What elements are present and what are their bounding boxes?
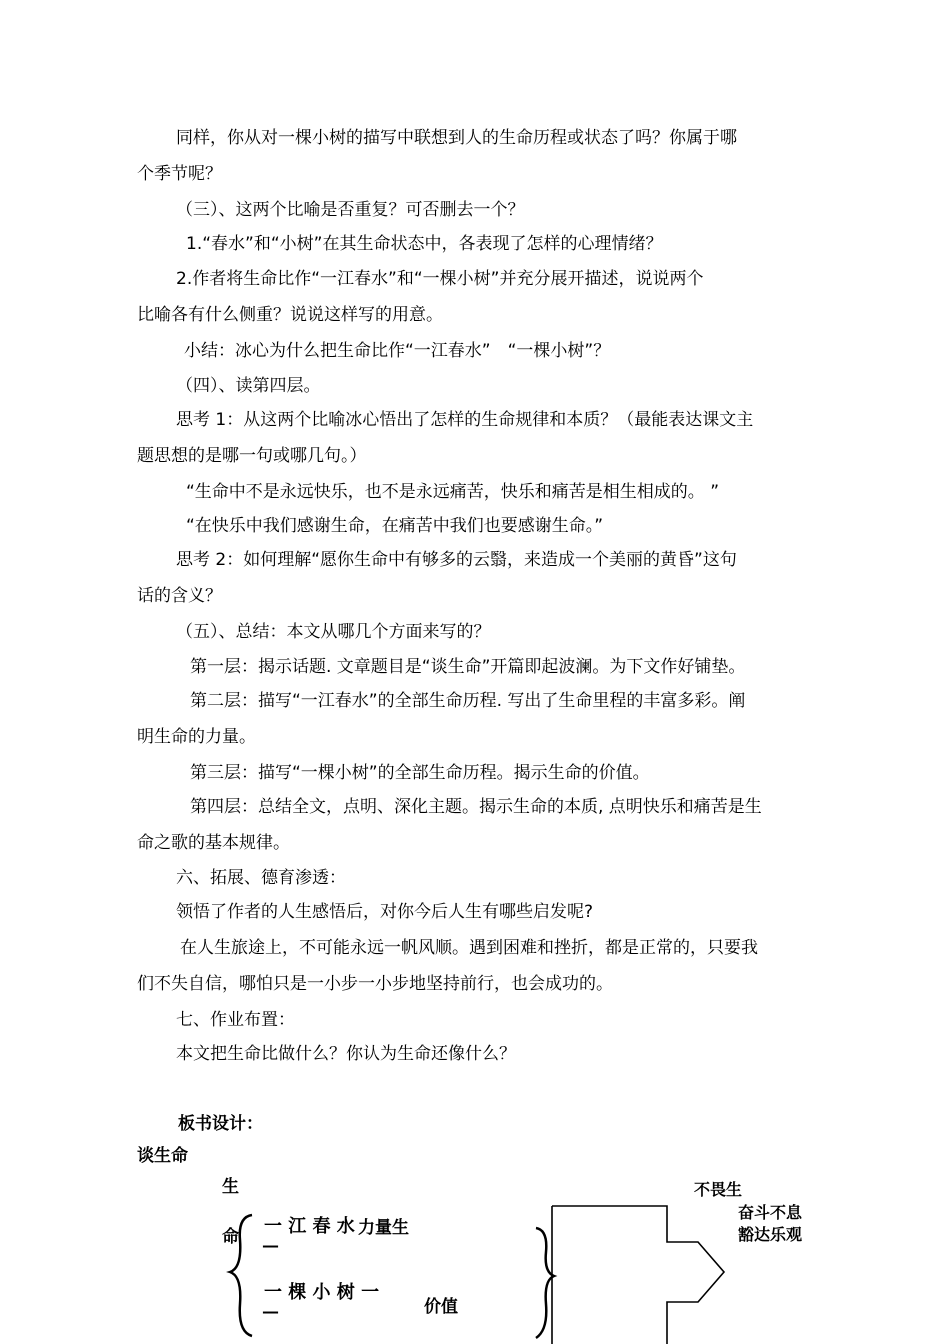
text-line-13: 思考 2：如何理解“愿你生命中有够多的云翳，来造成一个美丽的黄昏”这句 xyxy=(176,550,737,570)
text-line-14: 话的含义？ xyxy=(137,586,222,606)
board-branch-1: 一 江 春 水 xyxy=(264,1216,355,1237)
text-line-4: 1.“春水”和“小树”在其生命状态中，各表现了怎样的心理情绪？ xyxy=(186,234,663,254)
text-line-5: 2.作者将生命比作“一江春水”和“一棵小树”并充分展开描述，说说两个 xyxy=(176,269,704,289)
text-line-7: 小结：冰心为什么把生命比作“一江春水” “一棵小树”？ xyxy=(184,341,611,361)
text-line-17: 第二层：描写“一江春水”的全部生命历程. 写出了生命里程的丰富多彩。阐 xyxy=(190,691,746,711)
board-right-line-1: 奋斗不息 xyxy=(738,1203,803,1222)
text-line-3: （三）、这两个比喻是否重复？可否删去一个？ xyxy=(176,200,525,220)
text-line-11: “生命中不是永远快乐，也不是永远痛苦，快乐和痛苦是相生相成的。 ” xyxy=(186,482,720,502)
text-line-10: 题思想的是哪一句或哪几句。） xyxy=(137,446,367,466)
text-line-16: 第一层：揭示话题. 文章题目是“谈生命”开篇即起波澜。为下文作好铺垫。 xyxy=(190,657,746,677)
board-right-title: 不畏生 xyxy=(694,1180,743,1199)
text-line-12: “在快乐中我们感谢生命，在痛苦中我们也要感谢生命。” xyxy=(186,516,604,536)
board-right-line-2: 豁达乐观 xyxy=(738,1225,803,1244)
text-line-2: 个季节呢？ xyxy=(137,164,222,184)
text-line-25: 们不失自信，哪怕只是一小步一小步地坚持前行，也会成功的。 xyxy=(137,974,613,994)
board-title: 谈生命 xyxy=(137,1146,188,1166)
text-line-23: 领悟了作者的人生感悟后，对你今后人生有哪些启发呢? xyxy=(176,902,594,922)
board-vertical-top: 生 xyxy=(222,1177,239,1197)
text-line-26: 七、作业布置： xyxy=(176,1010,295,1030)
text-line-8: （四）、读第四层。 xyxy=(176,376,321,396)
arrow-shape xyxy=(552,1206,724,1344)
board-branch-2-dash: — xyxy=(262,1302,279,1322)
board-branch-1-suffix: 力量生 xyxy=(358,1218,409,1238)
text-line-19: 第三层：描写“一棵小树”的全部生命历程。揭示生命的价值。 xyxy=(190,763,650,783)
text-line-24: 在人生旅途上，不可能永远一帆风顺。遇到困难和挫折，都是正常的，只要我 xyxy=(180,938,758,958)
board-branch-1-dash: — xyxy=(262,1236,279,1256)
board-heading: 板书设计： xyxy=(178,1114,263,1134)
text-line-1: 同样，你从对一棵小树的描写中联想到人的生命历程或状态了吗？你属于哪 xyxy=(176,128,737,148)
text-line-20: 第四层：总结全文，点明、深化主题。揭示生命的本质, 点明快乐和痛苦是生 xyxy=(190,797,762,817)
board-branch-2: 一 棵 小 树 一 xyxy=(264,1282,380,1303)
board-vertical-bottom: 命 xyxy=(222,1227,239,1247)
board-branch-2-suffix: 价值 xyxy=(424,1297,458,1317)
text-line-27: 本文把生命比做什么？你认为生命还像什么？ xyxy=(176,1044,516,1064)
text-line-9: 思考 1：从这两个比喻冰心悟出了怎样的生命规律和本质？（最能表达课文主 xyxy=(176,410,754,430)
text-line-18: 明生命的力量。 xyxy=(137,727,256,747)
text-line-15: （五）、总结：本文从哪几个方面来写的？ xyxy=(176,622,491,642)
text-line-21: 命之歌的基本规律。 xyxy=(137,833,290,853)
text-line-6: 比喻各有什么侧重？说说这样写的用意。 xyxy=(137,305,443,325)
text-line-22: 六、拓展、德育渗透： xyxy=(176,868,346,888)
left-brace xyxy=(230,1215,252,1336)
